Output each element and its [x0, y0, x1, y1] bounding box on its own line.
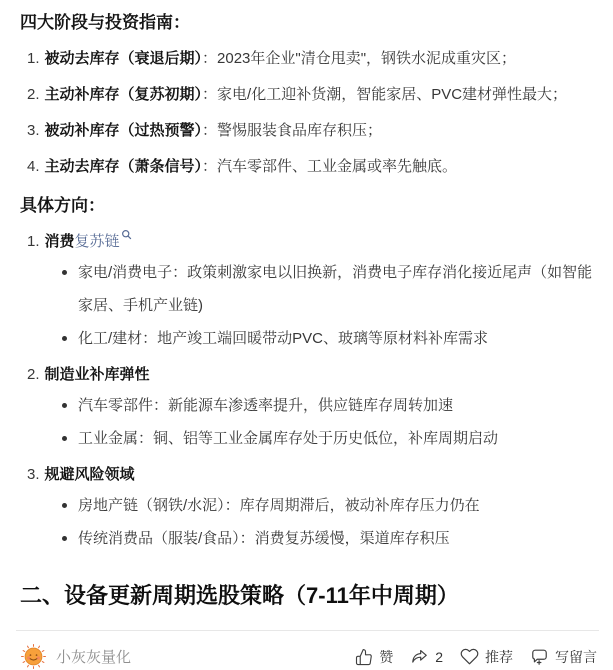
phase-item-label: 主动补库存（复苏初期）	[44, 86, 203, 103]
bullet-item: 房地产链（钢铁/水泥）：库存周期滞后，被动补库存压力仍在	[78, 489, 597, 522]
phase-item-3	[27, 120, 597, 141]
group-number: 1.	[27, 233, 40, 250]
recovery-chain-link[interactable]: 复苏链	[74, 233, 120, 250]
phase-item-number: 2.	[27, 86, 40, 103]
direction-group-title	[27, 364, 597, 385]
heart-icon	[460, 647, 479, 666]
author-name[interactable]: 小灰灰量化	[56, 649, 132, 666]
bullet-item: 家电/消费电子：政策刺激家电以旧换新，消费电子库存消化接近尾声（如智能家居、手机产业链)	[78, 256, 597, 322]
search-icon[interactable]	[121, 229, 132, 240]
sun-avatar-icon[interactable]	[20, 643, 47, 670]
thumbs-up-icon	[355, 648, 373, 666]
bullet-list	[20, 256, 597, 355]
comment-label: 写留言	[555, 648, 597, 665]
action-bar	[338, 647, 597, 667]
phase-item-text: ：2023年企业"清仓甩卖"，钢铁水泥成重灾区；	[202, 50, 517, 67]
author[interactable]	[20, 643, 131, 670]
group-title-bold: 规避风险领域	[44, 466, 135, 483]
group-number: 2.	[27, 366, 40, 383]
section2-heading: 二、设备更新周期选股策略（7-11年中周期）	[20, 583, 459, 608]
like-button[interactable]	[355, 647, 393, 667]
phase-item-number: 1.	[27, 50, 40, 67]
direction-group-title	[27, 229, 597, 252]
share-arrow-icon	[410, 647, 429, 666]
group-title-bold: 制造业补库弹性	[44, 366, 150, 383]
recommend-button[interactable]	[460, 647, 513, 667]
direction-group-consumption	[20, 229, 597, 355]
phase-item-1	[27, 48, 597, 69]
phase-item-text: ：汽车零部件、工业金属或率先触底。	[202, 158, 458, 175]
share-count: 2	[435, 648, 443, 665]
direction-group-title	[27, 464, 597, 485]
phase-item-4	[27, 156, 597, 177]
phase-item-text: ：家电/化工迎补货潮，智能家居、PVC建材弹性最大；	[202, 86, 568, 103]
comment-button[interactable]	[530, 647, 597, 667]
bullet-item: 工业金属：铜、铝等工业金属库存处于历史低位，补库周期启动	[78, 422, 597, 455]
comment-plus-icon	[530, 647, 549, 666]
phase-item-label: 主动去库存（萧条信号）	[44, 158, 203, 175]
footer-bar	[20, 643, 597, 670]
phases-heading: 四大阶段与投资指南：	[20, 13, 190, 32]
phase-item-label: 被动补库存（过热预警）	[44, 122, 203, 139]
phase-item-label: 被动去库存（衰退后期）	[44, 50, 203, 67]
group-number: 3.	[27, 466, 40, 483]
direction-group-risk-avoidance	[20, 464, 597, 555]
share-button[interactable]	[410, 647, 443, 666]
bullet-item: 汽车零部件：新能源车渗透率提升，供应链库存周转加速	[78, 389, 597, 422]
phase-item-number: 3.	[27, 122, 40, 139]
bullet-list	[20, 389, 597, 455]
bullet-list	[20, 489, 597, 555]
bullet-item: 传统消费品（服装/食品）：消费复苏缓慢，渠道库存积压	[78, 522, 597, 555]
bullet-item: 化工/建材：地产竣工端回暖带动PVC、玻璃等原材料补库需求	[78, 322, 597, 355]
divider	[16, 630, 599, 631]
phase-item-2	[27, 84, 597, 105]
phase-item-text: ：警惕服装食品库存积压；	[202, 122, 383, 139]
group-title-bold: 消费	[44, 233, 75, 250]
like-label: 赞	[379, 648, 394, 665]
recommend-label: 推荐	[485, 648, 513, 665]
phase-item-number: 4.	[27, 158, 40, 175]
directions-heading: 具体方向：	[20, 196, 105, 215]
direction-group-manufacturing	[20, 364, 597, 455]
